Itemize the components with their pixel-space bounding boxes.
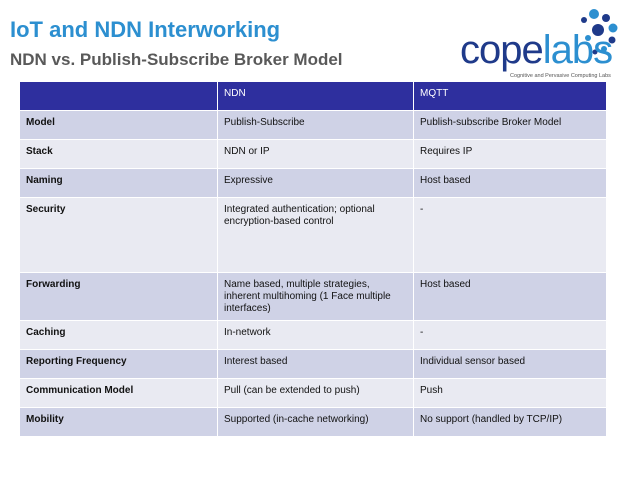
- table-row: [20, 379, 607, 408]
- row-label: Mobility: [20, 408, 218, 437]
- row-label: Caching: [20, 321, 218, 350]
- header-empty: [20, 82, 218, 111]
- ndn-cell: Publish-Subscribe: [218, 111, 414, 140]
- table-row: [20, 350, 607, 379]
- row-label: Communication Model: [20, 379, 218, 408]
- logo-tagline: Cognitive and Pervasive Computing Labs: [510, 73, 611, 79]
- mqtt-cell: -: [414, 198, 607, 273]
- table-header-row: [20, 82, 607, 111]
- mqtt-cell: Host based: [414, 169, 607, 198]
- mqtt-cell: Push: [414, 379, 607, 408]
- slide-subtitle: NDN vs. Publish-Subscribe Broker Model: [10, 50, 343, 69]
- row-label: Forwarding: [20, 273, 218, 321]
- ndn-cell: NDN or IP: [218, 140, 414, 169]
- table-row: [20, 321, 607, 350]
- ndn-cell: Pull (can be extended to push): [218, 379, 414, 408]
- mqtt-cell: -: [414, 321, 607, 350]
- mqtt-cell: Individual sensor based: [414, 350, 607, 379]
- ndn-cell: Expressive: [218, 169, 414, 198]
- copelabs-logo: [460, 8, 620, 86]
- comparison-table: [19, 81, 607, 437]
- table-row: [20, 408, 607, 437]
- ndn-cell: Name based, multiple strategies, inherent multihoming (1 Face multiple interfaces): [218, 273, 414, 321]
- mqtt-cell: Host based: [414, 273, 607, 321]
- mqtt-cell: Requires IP: [414, 140, 607, 169]
- logo-name-part1: cope: [460, 28, 543, 72]
- header-mqtt: MQTT: [414, 82, 607, 111]
- mqtt-cell: No support (handled by TCP/IP): [414, 408, 607, 437]
- table-row: [20, 198, 607, 273]
- row-label: Security: [20, 198, 218, 273]
- table-row: [20, 140, 607, 169]
- row-label: Stack: [20, 140, 218, 169]
- copelabs-wordmark: [460, 30, 612, 70]
- row-label: Reporting Frequency: [20, 350, 218, 379]
- header-ndn: NDN: [218, 82, 414, 111]
- table-row: [20, 111, 607, 140]
- ndn-cell: Supported (in-cache networking): [218, 408, 414, 437]
- ndn-cell: Interest based: [218, 350, 414, 379]
- ndn-cell: Integrated authentication; optional encryption-based control: [218, 198, 414, 273]
- ndn-cell: In-network: [218, 321, 414, 350]
- table-row: [20, 273, 607, 321]
- logo-name-part2: labs: [542, 28, 613, 72]
- slide-title: IoT and NDN Interworking: [10, 17, 281, 42]
- row-label: Naming: [20, 169, 218, 198]
- table-row: [20, 169, 607, 198]
- mqtt-cell: Publish-subscribe Broker Model: [414, 111, 607, 140]
- row-label: Model: [20, 111, 218, 140]
